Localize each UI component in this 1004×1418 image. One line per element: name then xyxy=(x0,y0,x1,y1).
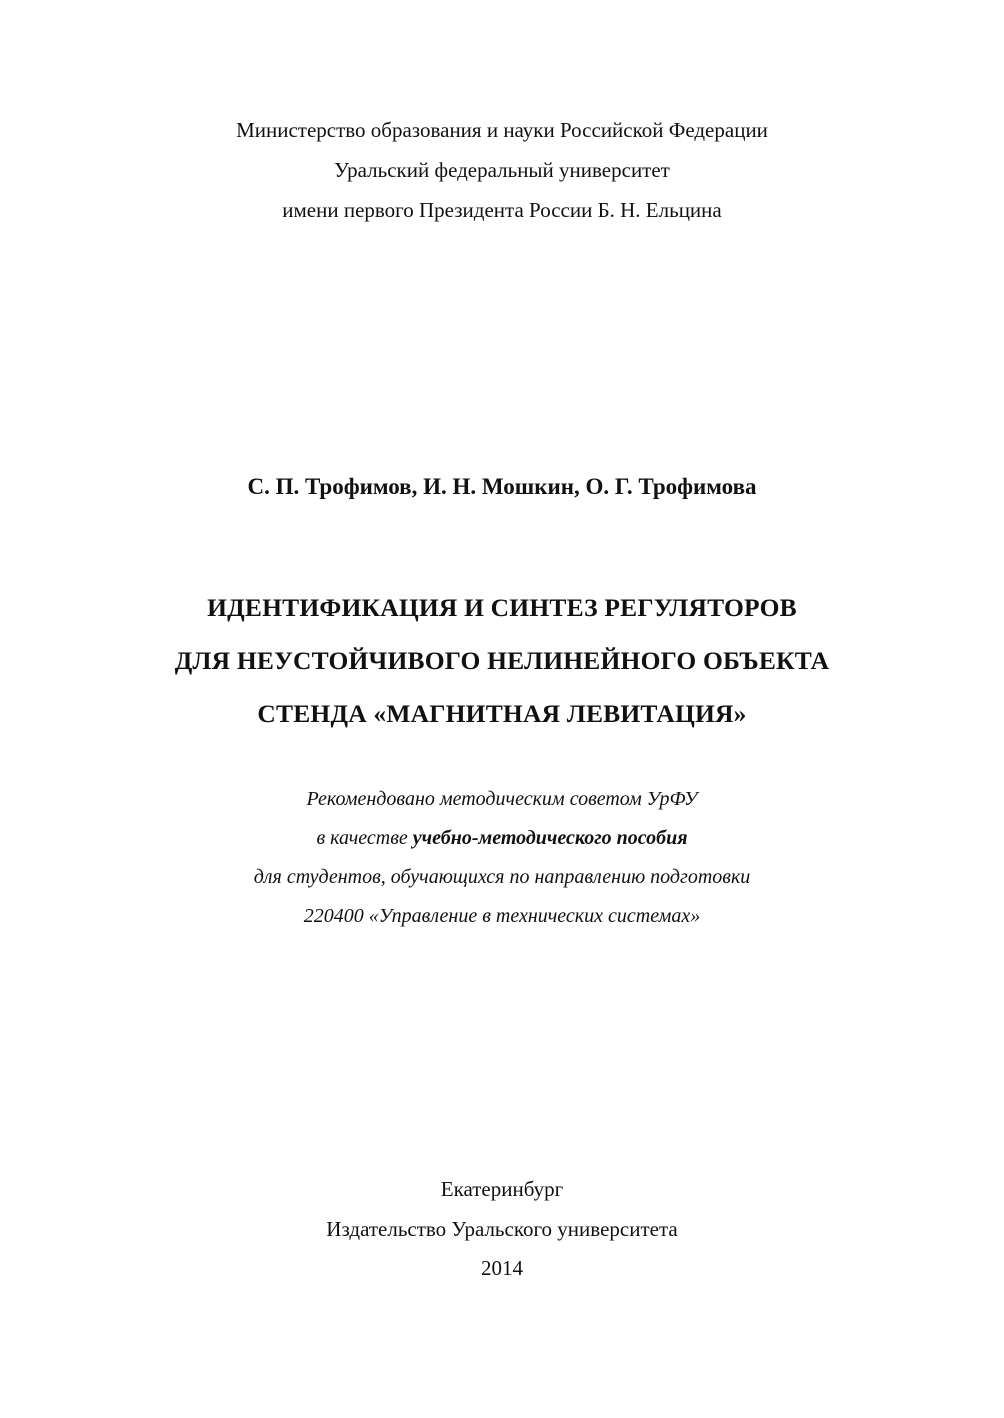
title-line-3: СТЕНДА «МАГНИТНАЯ ЛЕВИТАЦИЯ» xyxy=(257,699,747,728)
recommendation-line-4: 220400 «Управление в технических системах» xyxy=(303,905,701,927)
title-line-2: ДЛЯ НЕУСТОЙЧИВОГО НЕЛИНЕЙНОГО ОБЪЕКТА xyxy=(174,646,830,675)
authors: С. П. Трофимов, И. Н. Мошкин, О. Г. Трофимова xyxy=(247,474,757,499)
recommendation-line-3: для студентов, обучающихся по направлению подготовки xyxy=(253,866,751,888)
recommendation-line-2-prefix: в качестве xyxy=(316,827,413,849)
title-line-1: ИДЕНТИФИКАЦИЯ И СИНТЕЗ РЕГУЛЯТОРОВ xyxy=(207,593,797,622)
university-name-line: имени первого Президента России Б. Н. Ельцина xyxy=(282,198,722,222)
recommendation-line-2-emphasis: учебно-методического пособия xyxy=(412,827,688,849)
recommendation-line-2 xyxy=(0,825,1004,851)
ministry-line: Министерство образования и науки Российской Федерации xyxy=(236,118,768,142)
imprint-city: Екатеринбург xyxy=(440,1177,564,1201)
imprint-year: 2014 xyxy=(481,1256,523,1280)
imprint-publisher: Издательство Уральского университета xyxy=(326,1217,678,1241)
university-line: Уральский федеральный университет xyxy=(334,158,670,182)
recommendation-line-1: Рекомендовано методическим советом УрФУ xyxy=(306,788,698,810)
